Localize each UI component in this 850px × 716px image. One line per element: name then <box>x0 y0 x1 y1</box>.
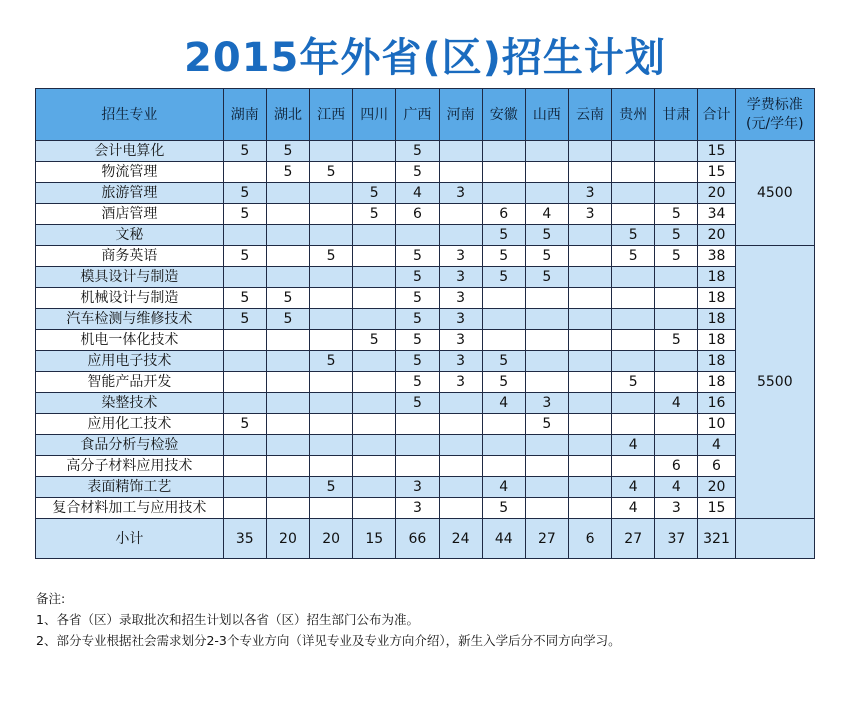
quota-cell: 5 <box>223 204 266 225</box>
quota-cell: 5 <box>396 288 439 309</box>
quota-cell <box>612 330 655 351</box>
quota-cell: 4 <box>612 498 655 519</box>
row-total: 38 <box>698 246 735 267</box>
quota-cell: 3 <box>396 498 439 519</box>
quota-cell <box>655 309 698 330</box>
quota-cell <box>439 204 482 225</box>
quota-cell: 5 <box>482 225 525 246</box>
quota-cell <box>568 456 611 477</box>
quota-cell <box>353 372 396 393</box>
major-name: 应用化工技术 <box>36 414 224 435</box>
quota-cell <box>439 141 482 162</box>
quota-cell <box>223 162 266 183</box>
quota-cell: 3 <box>439 330 482 351</box>
row-total: 20 <box>698 477 735 498</box>
quota-cell <box>223 330 266 351</box>
quota-cell <box>353 414 396 435</box>
quota-cell: 5 <box>310 351 353 372</box>
quota-cell <box>310 414 353 435</box>
quota-cell <box>439 393 482 414</box>
major-name: 模具设计与制造 <box>36 267 224 288</box>
header-province: 河南 <box>439 89 482 141</box>
quota-cell: 5 <box>396 372 439 393</box>
major-name: 商务英语 <box>36 246 224 267</box>
subtotal-fee-blank <box>735 519 814 559</box>
quota-cell <box>568 330 611 351</box>
quota-cell: 3 <box>396 477 439 498</box>
major-name: 表面精饰工艺 <box>36 477 224 498</box>
quota-cell <box>568 225 611 246</box>
quota-cell: 5 <box>396 330 439 351</box>
table-row <box>36 456 815 477</box>
quota-cell <box>612 141 655 162</box>
header-province: 云南 <box>568 89 611 141</box>
table-row <box>36 183 815 204</box>
row-total: 18 <box>698 330 735 351</box>
quota-cell: 5 <box>396 267 439 288</box>
major-name: 会计电算化 <box>36 141 224 162</box>
table-header-row <box>36 89 815 141</box>
table-row <box>36 246 815 267</box>
quota-cell: 5 <box>482 246 525 267</box>
quota-cell <box>525 162 568 183</box>
quota-cell: 5 <box>223 141 266 162</box>
quota-cell <box>568 393 611 414</box>
header-major: 招生专业 <box>36 89 224 141</box>
quota-cell <box>353 393 396 414</box>
quota-cell: 4 <box>482 477 525 498</box>
quota-cell <box>655 372 698 393</box>
major-name: 机械设计与制造 <box>36 288 224 309</box>
quota-cell <box>310 288 353 309</box>
quota-cell: 4 <box>396 183 439 204</box>
enrollment-plan-table <box>35 88 815 559</box>
notes-heading: 备注: <box>36 591 66 606</box>
quota-cell <box>439 162 482 183</box>
quota-cell <box>396 414 439 435</box>
subtotal-cell: 15 <box>353 519 396 559</box>
quota-cell: 3 <box>568 183 611 204</box>
quota-cell <box>396 435 439 456</box>
row-total: 18 <box>698 288 735 309</box>
quota-cell <box>266 456 309 477</box>
quota-cell <box>353 456 396 477</box>
quota-cell: 5 <box>396 162 439 183</box>
row-total: 34 <box>698 204 735 225</box>
quota-cell: 5 <box>482 267 525 288</box>
quota-cell <box>525 288 568 309</box>
table-row <box>36 477 815 498</box>
row-total: 20 <box>698 183 735 204</box>
quota-cell <box>353 141 396 162</box>
quota-cell: 5 <box>353 330 396 351</box>
quota-cell: 5 <box>655 330 698 351</box>
quota-cell: 5 <box>396 246 439 267</box>
major-name: 旅游管理 <box>36 183 224 204</box>
subtotal-cell: 20 <box>310 519 353 559</box>
table-row <box>36 414 815 435</box>
row-total: 16 <box>698 393 735 414</box>
quota-cell <box>353 498 396 519</box>
quota-cell <box>310 435 353 456</box>
quota-cell <box>568 141 611 162</box>
quota-cell <box>310 393 353 414</box>
header-province: 安徽 <box>482 89 525 141</box>
quota-cell <box>612 414 655 435</box>
row-total: 18 <box>698 351 735 372</box>
quota-cell: 3 <box>525 393 568 414</box>
quota-cell <box>266 372 309 393</box>
quota-cell: 5 <box>223 414 266 435</box>
quota-cell: 5 <box>223 183 266 204</box>
quota-cell <box>310 372 353 393</box>
quota-cell <box>568 498 611 519</box>
quota-cell <box>568 288 611 309</box>
quota-cell <box>223 435 266 456</box>
quota-cell: 5 <box>525 246 568 267</box>
subtotal-cell: 66 <box>396 519 439 559</box>
quota-cell <box>439 225 482 246</box>
subtotal-cell: 27 <box>525 519 568 559</box>
quota-cell <box>655 288 698 309</box>
subtotal-cell: 27 <box>612 519 655 559</box>
major-name: 汽车检测与维修技术 <box>36 309 224 330</box>
note-line-1: 1、各省（区）录取批次和招生计划以各省（区）招生部门公布为准。 <box>36 612 419 627</box>
row-total: 15 <box>698 498 735 519</box>
quota-cell: 5 <box>396 351 439 372</box>
subtotal-cell: 24 <box>439 519 482 559</box>
quota-cell: 5 <box>655 204 698 225</box>
quota-cell: 5 <box>223 309 266 330</box>
row-total: 18 <box>698 267 735 288</box>
quota-cell: 5 <box>525 225 568 246</box>
subtotal-label: 小计 <box>36 519 224 559</box>
quota-cell <box>612 204 655 225</box>
quota-cell <box>482 309 525 330</box>
quota-cell: 5 <box>396 309 439 330</box>
quota-cell <box>266 414 309 435</box>
quota-cell <box>525 183 568 204</box>
quota-cell <box>310 309 353 330</box>
major-name: 物流管理 <box>36 162 224 183</box>
quota-cell <box>310 267 353 288</box>
quota-cell <box>568 246 611 267</box>
quota-cell <box>655 141 698 162</box>
quota-cell <box>353 351 396 372</box>
major-name: 酒店管理 <box>36 204 224 225</box>
quota-cell <box>353 309 396 330</box>
quota-cell <box>396 225 439 246</box>
quota-cell <box>525 141 568 162</box>
quota-cell: 3 <box>655 498 698 519</box>
quota-cell <box>482 141 525 162</box>
row-total: 18 <box>698 372 735 393</box>
row-total: 20 <box>698 225 735 246</box>
table-row <box>36 309 815 330</box>
table-row <box>36 393 815 414</box>
header-fee: 学费标准 (元/学年) <box>735 89 814 141</box>
quota-cell <box>439 477 482 498</box>
quota-cell: 5 <box>525 414 568 435</box>
quota-cell: 6 <box>655 456 698 477</box>
quota-cell <box>482 183 525 204</box>
quota-cell <box>310 330 353 351</box>
quota-cell <box>525 372 568 393</box>
tuition-fee: 5500 <box>735 246 814 519</box>
quota-cell: 5 <box>655 225 698 246</box>
quota-cell <box>266 477 309 498</box>
quota-cell: 4 <box>655 393 698 414</box>
quota-cell: 6 <box>396 204 439 225</box>
header-province: 湖南 <box>223 89 266 141</box>
tuition-fee: 4500 <box>735 141 814 246</box>
quota-cell: 5 <box>310 162 353 183</box>
major-name: 文秘 <box>36 225 224 246</box>
subtotal-cell: 20 <box>266 519 309 559</box>
quota-cell <box>568 309 611 330</box>
quota-cell <box>266 435 309 456</box>
quota-cell <box>310 456 353 477</box>
quota-cell <box>482 456 525 477</box>
quota-cell <box>525 498 568 519</box>
quota-cell <box>266 393 309 414</box>
quota-cell <box>223 456 266 477</box>
quota-cell: 4 <box>612 435 655 456</box>
quota-cell: 5 <box>266 162 309 183</box>
quota-cell <box>612 456 655 477</box>
quota-cell <box>612 351 655 372</box>
quota-cell <box>353 477 396 498</box>
quota-cell <box>396 456 439 477</box>
row-total: 18 <box>698 309 735 330</box>
quota-cell: 4 <box>482 393 525 414</box>
quota-cell <box>310 204 353 225</box>
quota-cell: 5 <box>612 372 655 393</box>
page-title: 2015年外省(区)招生计划 <box>184 35 666 81</box>
quota-cell <box>568 435 611 456</box>
table-row <box>36 330 815 351</box>
major-name: 高分子材料应用技术 <box>36 456 224 477</box>
quota-cell: 5 <box>223 288 266 309</box>
row-total: 10 <box>698 414 735 435</box>
major-name: 食品分析与检验 <box>36 435 224 456</box>
subtotal-cell: 44 <box>482 519 525 559</box>
quota-cell: 5 <box>310 477 353 498</box>
quota-cell <box>353 162 396 183</box>
table-row <box>36 435 815 456</box>
header-province: 广西 <box>396 89 439 141</box>
table-row <box>36 351 815 372</box>
quota-cell <box>310 141 353 162</box>
header-province: 四川 <box>353 89 396 141</box>
quota-cell: 3 <box>439 351 482 372</box>
quota-cell <box>612 162 655 183</box>
subtotal-cell: 35 <box>223 519 266 559</box>
quota-cell <box>568 372 611 393</box>
quota-cell <box>655 183 698 204</box>
quota-cell <box>655 435 698 456</box>
major-name: 复合材料加工与应用技术 <box>36 498 224 519</box>
quota-cell: 5 <box>525 267 568 288</box>
table-row <box>36 498 815 519</box>
quota-cell <box>568 162 611 183</box>
quota-cell <box>223 393 266 414</box>
quota-cell <box>223 477 266 498</box>
row-total: 4 <box>698 435 735 456</box>
quota-cell <box>655 162 698 183</box>
quota-cell: 3 <box>439 309 482 330</box>
header-province: 江西 <box>310 89 353 141</box>
row-total: 15 <box>698 162 735 183</box>
header-province: 湖北 <box>266 89 309 141</box>
quota-cell <box>612 183 655 204</box>
quota-cell <box>482 435 525 456</box>
quota-cell <box>223 267 266 288</box>
quota-cell: 5 <box>396 141 439 162</box>
quota-cell <box>223 225 266 246</box>
quota-cell: 5 <box>655 246 698 267</box>
quota-cell <box>266 330 309 351</box>
major-name: 智能产品开发 <box>36 372 224 393</box>
quota-cell <box>612 267 655 288</box>
quota-cell: 3 <box>439 372 482 393</box>
header-province: 山西 <box>525 89 568 141</box>
subtotal-row <box>36 519 815 559</box>
quota-cell <box>612 309 655 330</box>
quota-cell <box>482 414 525 435</box>
table-row <box>36 162 815 183</box>
quota-cell <box>568 477 611 498</box>
quota-cell <box>353 435 396 456</box>
quota-cell: 5 <box>482 351 525 372</box>
quota-cell: 5 <box>482 498 525 519</box>
quota-cell <box>612 393 655 414</box>
quota-cell: 3 <box>568 204 611 225</box>
header-province: 甘肃 <box>655 89 698 141</box>
quota-cell <box>525 309 568 330</box>
quota-cell: 5 <box>353 204 396 225</box>
quota-cell <box>266 267 309 288</box>
subtotal-cell: 321 <box>698 519 735 559</box>
quota-cell <box>525 456 568 477</box>
major-name: 应用电子技术 <box>36 351 224 372</box>
quota-cell <box>655 351 698 372</box>
quota-cell <box>612 288 655 309</box>
quota-cell <box>568 267 611 288</box>
quota-cell <box>223 498 266 519</box>
quota-cell <box>266 204 309 225</box>
note-line-2: 2、部分专业根据社会需求划分2-3个专业方向（详见专业及专业方向介绍），新生入学后分不同方向学习。 <box>36 633 621 648</box>
quota-cell <box>568 414 611 435</box>
quota-cell <box>655 267 698 288</box>
table-row <box>36 204 815 225</box>
quota-cell: 5 <box>266 141 309 162</box>
table-row <box>36 288 815 309</box>
quota-cell: 5 <box>266 288 309 309</box>
quota-cell: 3 <box>439 288 482 309</box>
quota-cell <box>310 183 353 204</box>
row-total: 15 <box>698 141 735 162</box>
quota-cell: 5 <box>612 246 655 267</box>
quota-cell: 3 <box>439 267 482 288</box>
quota-cell <box>655 414 698 435</box>
header-total: 合计 <box>698 89 735 141</box>
quota-cell: 5 <box>266 309 309 330</box>
quota-cell <box>525 330 568 351</box>
quota-cell: 4 <box>525 204 568 225</box>
quota-cell: 5 <box>310 246 353 267</box>
quota-cell <box>439 456 482 477</box>
subtotal-cell: 6 <box>568 519 611 559</box>
quota-cell <box>525 477 568 498</box>
quota-cell: 5 <box>396 393 439 414</box>
quota-cell: 5 <box>223 246 266 267</box>
quota-cell <box>266 498 309 519</box>
major-name: 机电一体化技术 <box>36 330 224 351</box>
quota-cell <box>482 330 525 351</box>
major-name: 染整技术 <box>36 393 224 414</box>
quota-cell: 4 <box>655 477 698 498</box>
quota-cell <box>482 288 525 309</box>
notes-section <box>36 588 621 651</box>
quota-cell <box>223 351 266 372</box>
row-total: 6 <box>698 456 735 477</box>
table-row <box>36 372 815 393</box>
quota-cell <box>266 183 309 204</box>
quota-cell: 3 <box>439 183 482 204</box>
quota-cell <box>525 435 568 456</box>
quota-cell: 3 <box>439 246 482 267</box>
quota-cell <box>482 162 525 183</box>
quota-cell <box>266 225 309 246</box>
quota-cell <box>353 246 396 267</box>
quota-cell <box>353 267 396 288</box>
table-row <box>36 267 815 288</box>
quota-cell <box>525 351 568 372</box>
table-row <box>36 225 815 246</box>
quota-cell <box>568 351 611 372</box>
quota-cell <box>439 498 482 519</box>
header-province: 贵州 <box>612 89 655 141</box>
quota-cell <box>310 498 353 519</box>
quota-cell <box>439 435 482 456</box>
quota-cell: 5 <box>612 225 655 246</box>
quota-cell: 5 <box>353 183 396 204</box>
quota-cell: 5 <box>482 372 525 393</box>
quota-cell <box>439 414 482 435</box>
table-row <box>36 141 815 162</box>
subtotal-cell: 37 <box>655 519 698 559</box>
quota-cell <box>353 288 396 309</box>
quota-cell: 4 <box>612 477 655 498</box>
quota-cell: 6 <box>482 204 525 225</box>
quota-cell <box>310 225 353 246</box>
quota-cell <box>353 225 396 246</box>
quota-cell <box>266 351 309 372</box>
quota-cell <box>266 246 309 267</box>
quota-cell <box>223 372 266 393</box>
